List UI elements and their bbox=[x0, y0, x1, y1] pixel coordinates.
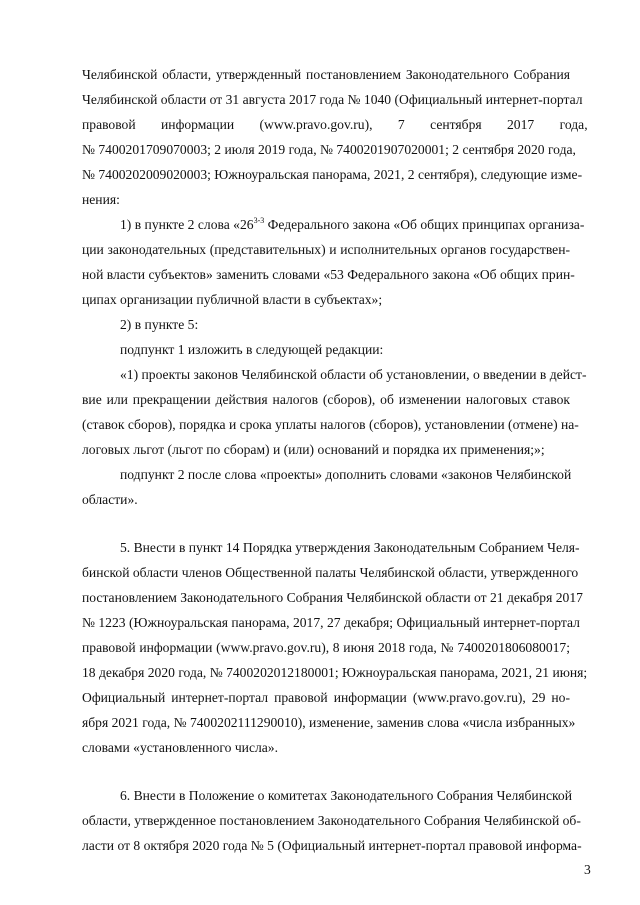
text-line: 5. Внести в пункт 14 Порядка утверждения Законодательным Собранием Челя- bbox=[120, 540, 580, 555]
text-line: ласти от 8 октября 2020 года № 5 (Официальный интернет-портал правовой информа- bbox=[82, 838, 582, 853]
text-line: 18 декабря 2020 года, № 7400202012180001; Южноуральская панорама, 2021, 21 июня; bbox=[82, 665, 588, 680]
text-fragment: 1) в пункте 2 слова «26 bbox=[120, 217, 254, 232]
text-line: области, утвержденное постановлением Законодательного Собрания Челябинской об- bbox=[82, 813, 581, 828]
text-line: области». bbox=[82, 492, 138, 507]
page-number: 3 bbox=[584, 862, 591, 877]
text-line: постановлением Законодательного Собрания Челябинской области от 21 декабря 2017 bbox=[82, 590, 583, 605]
text-line: № 1223 (Южноуральская панорама, 2017, 27 декабря; Официальный интернет-портал bbox=[82, 615, 580, 630]
text-line: подпункт 2 после слова «проекты» дополнить словами «законов Челябинской bbox=[120, 467, 572, 482]
text-line: нения: bbox=[82, 192, 120, 207]
text-line: ября 2021 года, № 7400202111290010), изменение, заменив слова «числа избранных» bbox=[82, 715, 576, 730]
text-fragment: Федерального закона «Об общих принципах организа- bbox=[264, 217, 585, 232]
text-line-item1 bbox=[120, 216, 585, 234]
text-line: Челябинской области, утвержденный постановлением Законодательного Собрания bbox=[82, 67, 570, 82]
text-line: подпункт 1 изложить в следующей редакции: bbox=[120, 342, 384, 357]
superscript: 3-3 bbox=[253, 216, 265, 225]
text-line: вие или прекращении действия налогов (сборов), об изменении налоговых ставок bbox=[82, 392, 570, 407]
text-line: Челябинской области от 31 августа 2017 года № 1040 (Официальный интернет-портал bbox=[82, 92, 583, 107]
text-line: (ставок сборов), порядка и срока уплаты налогов (сборов), установлении (отмене) на- bbox=[82, 417, 579, 432]
text-line: 6. Внести в Положение о комитетах Законодательного Собрания Челябинской bbox=[120, 788, 573, 803]
text-line: логовых льгот (льгот по сборам) и (или) оснований и порядка их применения;»; bbox=[82, 442, 545, 457]
text-line: № 7400202009020003; Южноуральская панорама, 2021, 2 сентября), следующие изме- bbox=[82, 167, 583, 182]
text-line: ции законодательных (представительных) и исполнительных органов государствен- bbox=[82, 242, 570, 257]
text-line: № 7400201709070003; 2 июля 2019 года, № 7400201907020001; 2 сентября 2020 года, bbox=[82, 142, 576, 157]
text-line: словами «установленного числа». bbox=[82, 740, 278, 755]
text-line: ной власти субъектов» заменить словами «53 Федерального закона «Об общих прин- bbox=[82, 267, 575, 282]
text-line: «1) проекты законов Челябинской области об установлении, о введении в дейст- bbox=[120, 367, 587, 382]
text-line: правовой информации (www.pravo.gov.ru), 8 июня 2018 года, № 7400201806080017; bbox=[82, 640, 570, 655]
text-line: ципах организации публичной власти в субъектах»; bbox=[82, 292, 383, 307]
text-line: Официальный интернет-портал правовой информации (www.pravo.gov.ru), 29 но- bbox=[82, 690, 570, 705]
text-line: 2) в пункте 5: bbox=[120, 317, 199, 332]
text-line: бинской области членов Общественной палаты Челябинской области, утвержденного bbox=[82, 565, 579, 580]
text-line: правовой информации (www.pravo.gov.ru), 7 сентября 2017 года, bbox=[82, 117, 588, 132]
